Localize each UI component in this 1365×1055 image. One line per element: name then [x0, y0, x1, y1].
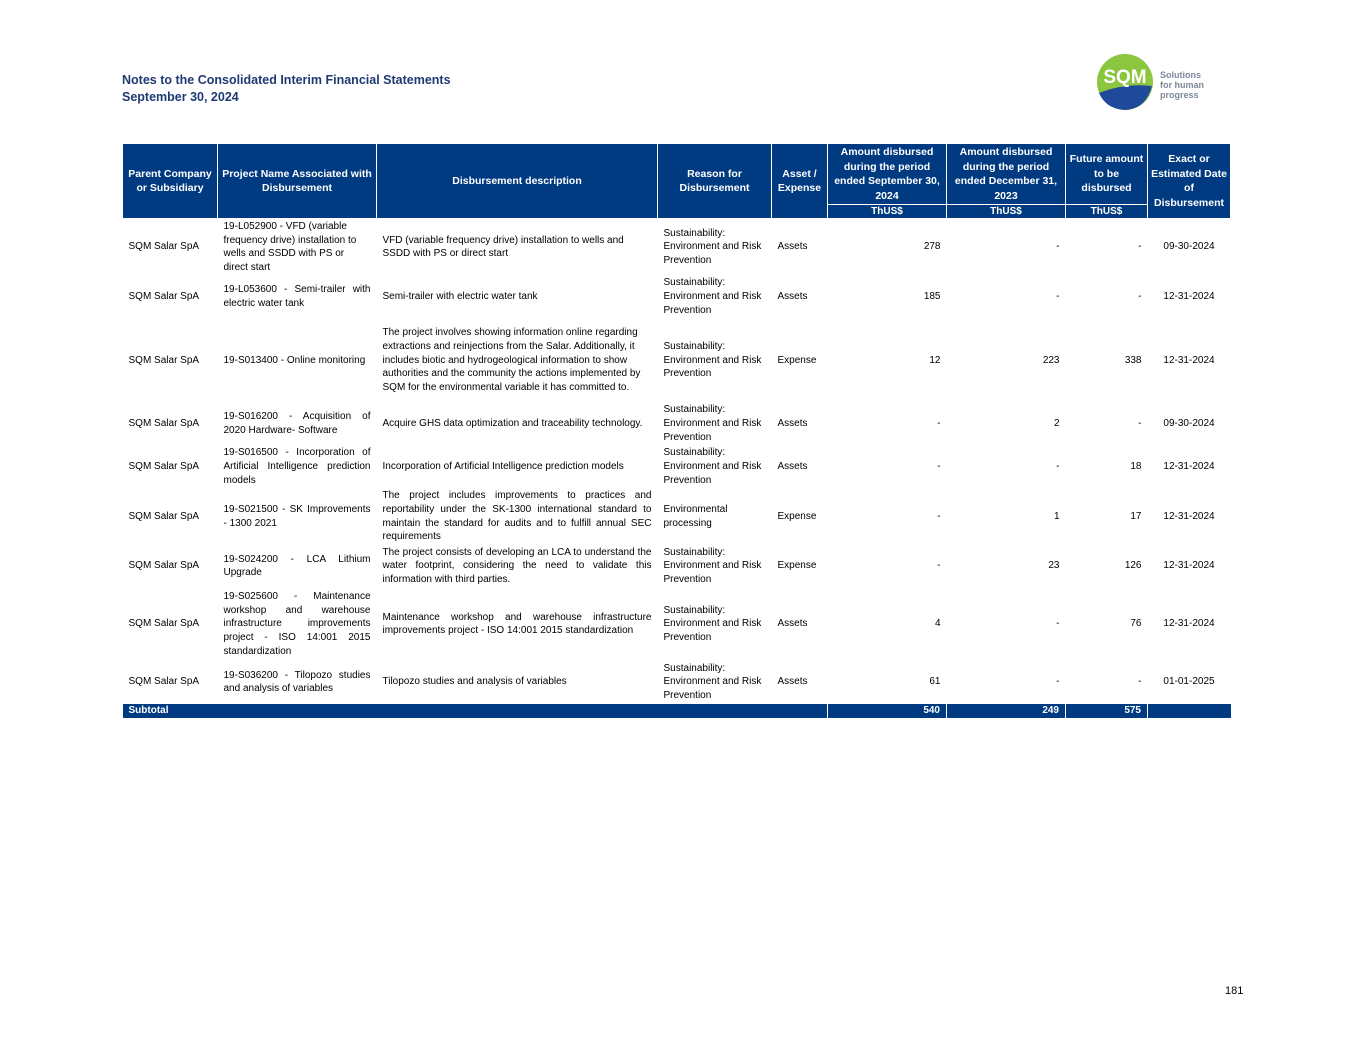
cell-company: SQM Salar SpA	[128, 354, 200, 366]
page-number: 181	[1225, 985, 1244, 997]
cell-project: 19-S025600 - Maintenance workshop and warehouse infrastructure improvements project - ISO 14:001 2015 standardization	[223, 591, 371, 657]
subtotal-label: Subtotal	[123, 704, 828, 718]
cell-project: 19-L053600 - Semi-trailer with electric water tank	[223, 284, 371, 309]
cell-sep-2024: -	[937, 461, 941, 473]
subtotal-dec-2023: 249	[947, 704, 1066, 718]
cell-dec-2023: 23	[1048, 560, 1060, 572]
cell-project: 19-S024200 - LCA Lithium Upgrade	[223, 553, 371, 579]
cell-date: 09-30-2024	[1163, 418, 1215, 430]
cell-reason: Sustainability: Environment and Risk Prevention	[663, 340, 762, 380]
col-header-company: Parent Company or Subsidiary	[123, 144, 218, 219]
disbursement-table	[122, 143, 1231, 718]
cell-company: SQM Salar SpA	[128, 418, 200, 430]
cell-dec-2023: -	[1056, 291, 1060, 303]
table-row	[123, 275, 1231, 318]
cell-description: The project consists of developing an LCA to understand the water footprint, considering the need to validate this information with third parties.	[382, 546, 652, 586]
subtotal-sep-2024: 540	[828, 704, 947, 718]
cell-company: SQM Salar SpA	[128, 291, 200, 303]
cell-date: 12-31-2024	[1163, 354, 1215, 366]
cell-sep-2024: 278	[923, 241, 941, 253]
cell-future: -	[1138, 418, 1142, 430]
col-header-dec-2023: Amount disbursed during the period ended December 31, 2023	[947, 144, 1066, 205]
col-header-date: Exact or Estimated Date of Disbursement	[1148, 144, 1231, 219]
cell-reason: Sustainability: Environment and Risk Prevention	[663, 604, 762, 644]
cell-company: SQM Salar SpA	[128, 510, 200, 522]
table-row	[123, 318, 1231, 402]
cell-project: 19-S021500 - SK Improvements - 1300 2021	[223, 503, 371, 529]
cell-type: Expense	[777, 510, 817, 522]
cell-company: SQM Salar SpA	[128, 560, 200, 572]
cell-future: 126	[1124, 560, 1142, 572]
cell-company: SQM Salar SpA	[128, 241, 200, 253]
cell-future: 18	[1130, 461, 1142, 473]
unit-future: ThUS$	[1066, 205, 1148, 219]
cell-description: Incorporation of Artificial Intelligence prediction models	[382, 461, 624, 473]
cell-reason: Sustainability: Environment and Risk Prevention	[663, 227, 762, 266]
cell-future: -	[1138, 676, 1142, 688]
cell-future: 338	[1124, 354, 1142, 366]
col-header-project: Project Name Associated with Disbursement	[218, 144, 377, 219]
cell-type: Assets	[777, 461, 808, 473]
cell-dec-2023: 1	[1053, 510, 1060, 522]
table-row	[123, 545, 1231, 588]
cell-type: Assets	[777, 676, 808, 688]
cell-sep-2024: 12	[929, 354, 941, 366]
cell-sep-2024: -	[937, 418, 941, 430]
cell-project: 19-S013400 - Online monitoring	[223, 354, 366, 366]
table-row	[123, 661, 1231, 704]
table-row	[123, 219, 1231, 276]
col-header-asset-expense: Asset / Expense	[772, 144, 828, 219]
cell-company: SQM Salar SpA	[128, 461, 200, 473]
col-header-sep-2024: Amount disbursed during the period ended September 30, 2024	[828, 144, 947, 205]
cell-project: 19-L052900 - VFD (variable frequency drive) installation to wells and SSDD with PS or direct start	[223, 221, 357, 273]
cell-dec-2023: -	[1056, 241, 1060, 253]
cell-description: Semi-trailer with electric water tank	[382, 291, 538, 303]
cell-sep-2024: -	[937, 510, 941, 522]
cell-type: Assets	[777, 618, 808, 630]
title-line-1: Notes to the Consolidated Interim Financial Statements	[122, 73, 451, 87]
cell-future: 76	[1130, 618, 1142, 630]
cell-reason: Sustainability: Environment and Risk Prevention	[663, 546, 762, 586]
logo-tagline: Solutions for human progress	[1160, 70, 1204, 100]
col-header-reason: Reason for Disbursement	[658, 144, 772, 219]
subtotal-date	[1148, 704, 1231, 718]
cell-sep-2024: -	[937, 560, 941, 572]
unit-sep-2024: ThUS$	[828, 205, 947, 219]
cell-project: 19-S036200 - Tilopozo studies and analysis of variables	[223, 669, 371, 695]
cell-date: 12-31-2024	[1163, 510, 1215, 522]
cell-dec-2023: -	[1056, 618, 1060, 630]
cell-company: SQM Salar SpA	[128, 676, 200, 688]
cell-date: 12-31-2024	[1163, 560, 1215, 572]
cell-description: VFD (variable frequency drive) installation to wells and SSDD with PS or direct start	[382, 234, 624, 260]
cell-reason: Sustainability: Environment and Risk Prevention	[663, 447, 762, 486]
cell-date: 12-31-2024	[1163, 291, 1215, 303]
cell-future: -	[1138, 291, 1142, 303]
cell-dec-2023: -	[1056, 676, 1060, 688]
table-row	[123, 402, 1231, 445]
cell-description: The project involves showing information online regarding extractions and reinjections from the Salar. Additionally, it includes biotic and hydrogeological information to show authorities and the community the actions implemented by SQM for the environmental variable it has committed to.	[382, 327, 641, 393]
subtotal-row	[123, 704, 1231, 718]
cell-reason: Environmental processing	[663, 503, 728, 529]
cell-sep-2024: 4	[934, 618, 941, 630]
cell-dec-2023: 223	[1042, 354, 1060, 366]
cell-reason: Sustainability: Environment and Risk Prevention	[663, 662, 762, 702]
title-line-2: September 30, 2024	[122, 90, 239, 104]
cell-future: 17	[1130, 510, 1142, 522]
cell-type: Assets	[777, 241, 808, 253]
cell-date: 01-01-2025	[1163, 676, 1215, 688]
cell-date: 09-30-2024	[1163, 241, 1215, 253]
table-row	[123, 588, 1231, 661]
col-header-description: Disbursement description	[377, 144, 658, 219]
col-header-future: Future amount to be disbursed	[1066, 144, 1148, 205]
cell-dec-2023: 2	[1053, 418, 1060, 430]
cell-company: SQM Salar SpA	[128, 618, 200, 630]
cell-project: 19-S016500 - Incorporation of Artificial Intelligence prediction models	[223, 447, 371, 486]
cell-type: Assets	[777, 418, 808, 430]
document-title	[122, 72, 451, 106]
cell-description: Tilopozo studies and analysis of variables	[382, 676, 567, 688]
cell-description: The project includes improvements to practices and reportability under the SK-1300 international standard to maintain the standard for audits and to fulfill annual SEC requirements	[382, 490, 652, 543]
cell-sep-2024: 185	[923, 291, 941, 303]
cell-description: Maintenance workshop and warehouse infrastructure improvements project - ISO 14:001 2015 standardization	[382, 611, 652, 637]
cell-reason: Sustainability: Environment and Risk Prevention	[663, 404, 762, 443]
table-row	[123, 488, 1231, 544]
subtotal-future: 575	[1066, 704, 1148, 718]
logo-mark: SQM	[1103, 67, 1147, 88]
cell-reason: Sustainability: Environment and Risk Prevention	[663, 277, 762, 316]
cell-type: Expense	[777, 560, 817, 572]
cell-type: Expense	[777, 354, 817, 366]
cell-date: 12-31-2024	[1163, 461, 1215, 473]
table-row	[123, 445, 1231, 488]
cell-description: Acquire GHS data optimization and traceability technology.	[382, 418, 643, 430]
cell-future: -	[1138, 241, 1142, 253]
cell-date: 12-31-2024	[1163, 618, 1215, 630]
cell-dec-2023: -	[1056, 461, 1060, 473]
unit-dec-2023: ThUS$	[947, 205, 1066, 219]
cell-type: Assets	[777, 291, 808, 303]
cell-sep-2024: 61	[929, 676, 941, 688]
cell-project: 19-S016200 - Acquisition of 2020 Hardware- Software	[223, 411, 371, 436]
